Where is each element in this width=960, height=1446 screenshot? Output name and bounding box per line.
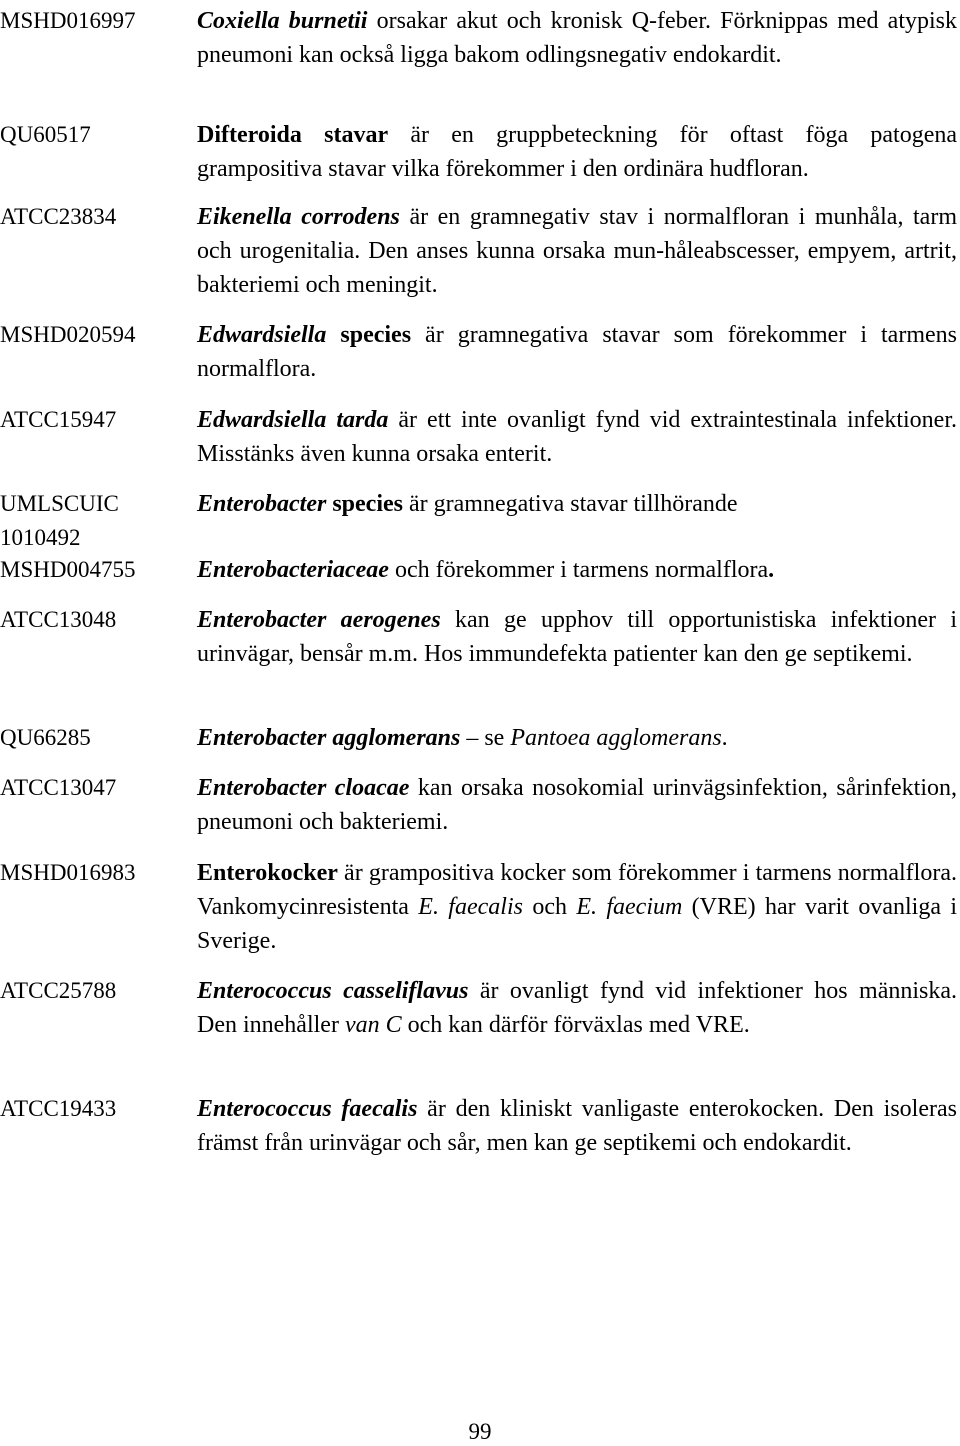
entry-code: ATCC13047 [0,775,117,800]
entry-text-segment: . [768,557,775,583]
entry-text-segment: species [326,322,412,348]
entry-text-segment: Eikenella corrodens [197,204,400,230]
entry-text-segment: är en gruppbeteckning för oftast föga patogena grampositiva stavar vilka förekommer i den ordinära hudfloran. [197,122,958,182]
entry-text-segment: är en gramnegativ stav i normalfloran i munhåla, tarm och urogenitalia. Den anses kunna orsaka mun-håleabscesser, empyem, artrit, bakteriemi och meningit. [197,204,957,298]
entry-text-segment: (VRE) har varit ovanliga i Sverige. [197,894,957,954]
entry-text-segment: Enterokocker [197,860,338,886]
entry-text-segment: Enterobacter aerogenes [197,607,441,633]
entry-description [197,118,957,186]
entry-description [197,856,957,958]
entry-text-segment: kan ge upphov till opportunistiska infektioner i urinvägar, bensår m.m. Hos immundefekta patienter kan den ge septikemi. [197,607,957,667]
entry-text-segment: van C [344,1012,402,1038]
entry-text-segment: E. faecalis [418,894,523,920]
entry-text-segment: Enterococcus casseliflavus [197,978,469,1004]
entry-code: QU60517 [0,122,91,147]
entry-description [197,318,957,386]
entry-text-segment: Edwardsiella tarda [197,407,389,433]
entry-text-segment: Coxiella burnetii [197,8,368,34]
entry-text-segment: är gramnegativa stavar tillhörande [402,491,738,517]
entry-text-segment: är ett inte ovanligt fynd vid extraintestinala infektioner. Misstänks även kunna orsaka enterit. [197,407,957,467]
entry-code: QU66285 [0,725,91,750]
entry-text-segment: och kan därför förväxlas med VRE. [401,1012,750,1038]
entry-code: MSHD020594 [0,322,136,347]
entry-text-segment: Enterobacter [197,491,327,517]
page-number: 99 [468,1419,492,1444]
entry-code: MSHD016997 [0,8,136,33]
entry-text-segment: Enterococcus faecalis [197,1096,418,1122]
entry-code: ATCC13048 [0,607,117,632]
entry-text-segment: – se [460,725,511,751]
entry-text-segment: orsakar akut och kronisk Q-feber. Förknippas med atypisk pneumoni kan också ligga bakom odlingsnegativ endokardit. [197,8,957,68]
entry-text-segment: Enterobacteriaceae [197,557,389,583]
entry-code: ATCC15947 [0,407,117,432]
entry-text-segment: kan orsaka nosokomial urinvägsinfektion, sårinfektion, pneumoni och bakteriemi. [197,775,958,835]
entry-text-segment: är ovanligt fynd vid infektioner hos människa. Den innehåller [197,978,958,1038]
entry-description [197,974,957,1042]
entry-text-segment: . [721,725,728,751]
entry-description [197,553,957,587]
entry-text-segment: Pantoea agglomerans [510,725,722,751]
entry-text-segment: är gramnegativa stavar som förekommer i tarmens normalflora. [197,322,957,382]
entry-text-segment: och förekommer i tarmens normalflora [388,557,769,583]
entry-code: MSHD004755 [0,557,136,582]
entry-text-segment: är grampositiva kocker som förekommer i tarmens normalflora. Vankomycinresistenta [197,860,957,920]
entry-text-segment: Enterobacter agglomerans [197,725,461,751]
entry-description [197,603,957,671]
entry-description [197,1092,957,1160]
entry-description [197,200,957,302]
entry-description [197,721,957,755]
entry-code: MSHD016983 [0,860,136,885]
entry-description [197,771,957,839]
entry-text-segment: och [522,894,577,920]
entry-code: ATCC23834 [0,204,117,229]
entry-description [197,487,957,521]
entry-text-segment: Enterobacter cloacae [197,775,410,801]
entry-code: ATCC25788 [0,978,117,1003]
entry-code: UMLSCUIC 1010492 [0,491,119,550]
entry-text-segment: species [326,491,403,517]
entry-text-segment: är den kliniskt vanligaste enterokocken. Den isoleras främst från urinvägar och sår, men kan ge septikemi och endokardit. [197,1096,957,1156]
entry-text-segment: Edwardsiella [197,322,327,348]
entry-text-segment: E. faecium [576,894,683,920]
entry-text-segment: Difteroida stavar [197,122,389,148]
entry-description [197,4,957,72]
entry-code: ATCC19433 [0,1096,117,1121]
entry-description [197,403,957,471]
